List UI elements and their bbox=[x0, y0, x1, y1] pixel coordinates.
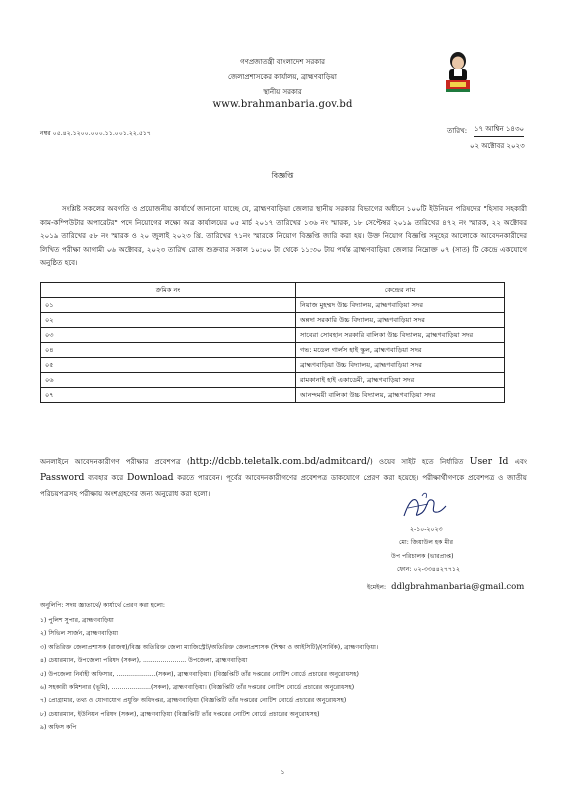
notice-paragraph-2 bbox=[40, 454, 527, 502]
table-cell-center: আনন্দময়ী বালিকা উচ্চ বিদ্যালয়, ব্রাহ্মণবাড়িয়া সদর bbox=[296, 388, 505, 403]
table-cell-center: ব্রাহ্মণবাড়িয়া উচ্চ বিদ্যালয়, ব্রাহ্মণবাড়িয়া সদর bbox=[296, 358, 505, 373]
memo-date-english: ০২ অক্টোবর ২০২৩ bbox=[470, 142, 525, 150]
signatory-phone: ফোন: ০২-৩৩৪৪২৭৭১২ bbox=[397, 566, 461, 573]
table-row bbox=[41, 298, 505, 313]
distribution-list bbox=[40, 614, 540, 735]
list-item: ৮) চেয়ারম্যান, ইউনিয়ন পরিষদ (সকল), ব্রাহ্মণবাড়িয়া (বিজ্ঞপ্তিটি তাঁর দপ্তরের নোটিশ বোর্ডে প্রচারের অনুরোধসহ) bbox=[40, 710, 320, 718]
header-line-2: জেলাপ্রশাসকের কার্যালয়, ব্রাহ্মণবাড়িয়া bbox=[228, 73, 337, 81]
p2-text-2: ) ওয়েব সাইট হতে নির্ধারিত bbox=[369, 457, 464, 466]
table-cell-center: রামকানাই হাই একাডেমী, ব্রাহ্মণবাড়িয়া সদর bbox=[296, 373, 505, 388]
signatory-name: মো: জিয়াউল হক মীর bbox=[399, 539, 454, 546]
exam-centers-table bbox=[40, 282, 505, 403]
table-row bbox=[41, 313, 505, 328]
list-item: ৭) প্রোগ্রামার, তথ্য ও যোগাযোগ প্রযুক্তি অধিদপ্তর, ব্রাহ্মণবাড়িয়া (বিজ্ঞপ্তিটি তাঁর দপ্তরের নোটিশ বোর্ডে প্রচারের অনুরোধসহ) bbox=[40, 697, 347, 705]
table-cell-serial: ০১ bbox=[41, 298, 296, 313]
p2-text-5: করতে পারবেন। পূর্বের আবেদনকারীগণের প্রবেশপত্র ডাকযোগে প্রেরণ করা হয়েছে। পরীক্ষার্থীগণকে প্রবেশপত্র ও জাতীয় পরিচয়পত্রসহ পরীক্ষায় অংশগ্রহণের জন্য অনুরোধ করা হলো। bbox=[40, 473, 527, 498]
table-cell-center: অন্নদা সরকারি উচ্চ বিদ্যালয়, ব্রাহ্মণবাড়িয়া সদর bbox=[296, 313, 505, 328]
distribution-heading: অনুলিপি: সদয় জ্ঞাতার্থে/ কার্যার্থে প্রেরণ করা হলো: bbox=[40, 602, 166, 609]
p2-download: Download bbox=[126, 472, 174, 483]
signatory-designation: উপ পরিচালক (ভারপ্রাপ্ত) bbox=[391, 553, 454, 560]
header-line-3: স্থানীয় সরকার bbox=[263, 88, 302, 96]
table-cell-serial: ০৬ bbox=[41, 373, 296, 388]
list-item: ২) সিভিল সার্জন, ব্রাহ্মণবাড়িয়া bbox=[40, 630, 119, 638]
p2-text-1: অনলাইনে আবেদনকারীগণ পরীক্ষার প্রবেশপত্র ( bbox=[40, 457, 190, 466]
list-item: ৩) অতিরিক্ত জেলাপ্রশাসক (রাজস্ব)/বিজ্ঞ অতিরিক্ত জেলা ম্যাজিস্ট্রেট/অতিরিক্ত জেলাপ্রশাসক (শিক্ষা ও আইসিটি)/(সার্বিক), ব্রাহ্মণবাড়িয়া। bbox=[40, 643, 379, 651]
signatory-email-line bbox=[367, 574, 524, 593]
table-header-serial: ক্রমিক নং bbox=[41, 283, 296, 298]
admit-card-link[interactable]: http://dcbb.teletalk.com.bd/admitcard/ bbox=[189, 456, 370, 467]
website-link[interactable]: www.brahmanbaria.gov.bd bbox=[212, 99, 353, 110]
page-number: ১ bbox=[280, 769, 285, 776]
p2-text-3: এবং bbox=[508, 457, 528, 466]
header-line-1: গণপ্রজাতন্ত্রী বাংলাদেশ সরকার bbox=[240, 58, 325, 66]
table-cell-serial: ০২ bbox=[41, 313, 296, 328]
table-cell-serial: ০৩ bbox=[41, 328, 296, 343]
p2-text-4: ব্যবহার করে bbox=[84, 473, 127, 482]
table-header-center: কেন্দ্রের নাম bbox=[296, 283, 505, 298]
table-row bbox=[41, 373, 505, 388]
table-cell-serial: ০৪ bbox=[41, 343, 296, 358]
table-cell-serial: ০৭ bbox=[41, 388, 296, 403]
memo-date-label: তারিখ: bbox=[447, 127, 468, 135]
p2-password: Password bbox=[40, 472, 85, 483]
list-item: ৪) চেয়ারম্যান, উপজেলা পরিষদ (সকল), ...................... উপজেলা, ব্রাহ্মণবাড়িয়া bbox=[40, 657, 248, 665]
email-link[interactable]: ddlgbrahmanbaria@gmail.com bbox=[391, 582, 525, 592]
p2-userid: User Id bbox=[469, 456, 509, 467]
email-label: ইমেইল: bbox=[367, 584, 387, 591]
mujib-borsho-logo-icon bbox=[440, 50, 476, 94]
notice-title: বিজ্ঞপ্তি bbox=[271, 171, 294, 180]
table-row bbox=[41, 343, 505, 358]
notice-paragraph-1: সংশ্লিষ্ট সকলের অবগতি ও প্রয়োজনীয় কার্যার্থে জানানো যাচ্ছে যে, ব্রাহ্মণবাড়িয়া জেলার স্থানীয় সরকার বিভাগের অধীনে ১০০টি ইউনিয়ন পরিষদের "হিসাব সহকারী কাম-কম্পিউটার অপারেটর" পদে নিয়োগের লক্ষ্যে অত্র কার্যালয়ের ০৫ মার্চ ২০১৭ তারিখের ১৩৬ নং স্মারক, ১৮ সেপ্টেম্বর ২০১৯ তারিখের ৪৭২ নং স্মারক, ২২ অক্টোবর ২০১৯ তারিখের ৫৮ নং স্মারক ও ২০ জুলাই ২০২৩ খ্রি. তারিখের ৭১নং স্মারকে নিয়োগ বিজ্ঞপ্তি জারি করা হয়। উক্ত নিয়োগ বিজ্ঞপ্তি সমূহের আলোকে আবেদনকারীদের লিখিত পরীক্ষা আগামী ০৬ অক্টোবর, ২০২৩ তারিখ রোজ শুক্রবার সকাল ১০:০০ টা থেকে ১১:৩০ টায় পর্যন্ত ব্রাহ্মণবাড়িয়া জেলার নিম্নোক্ত ০৭ (সাত) টি কেন্দ্রে একযোগে অনুষ্ঠিত হবে। bbox=[40, 204, 527, 268]
list-item: ১) পুলিশ সুপার, ব্রাহ্মণবাড়িয়া bbox=[40, 617, 114, 624]
table-cell-center: সাবেরা সোবহান সরকারি বালিকা উচ্চ বিদ্যালয়, ব্রাহ্মণবাড়িয়া সদর bbox=[296, 328, 505, 343]
table-row bbox=[41, 388, 505, 403]
table-cell-serial: ০৫ bbox=[41, 358, 296, 373]
memo-date-bangla: ১৭ আশ্বিন ১৪৩০ bbox=[474, 123, 524, 137]
list-item: ৫) উপজেলা নির্বাহী অফিসার, ....................(সকল), ব্রাহ্মণবাড়িয়া। (বিজ্ঞপ্তিটি তাঁর দপ্তরের নোটিশ বোর্ডে প্রচারের অনুরোধসহ) bbox=[40, 670, 359, 678]
signature-date: ২-১০-২০২৩ bbox=[410, 526, 443, 533]
list-item: ৬) সহকারী কমিশনার (ভূমি), ....................(সকল), ব্রাহ্মণবাড়িয়া। (বিজ্ঞপ্তিটি তাঁর দপ্তরের নোটিশ বোর্ডে প্রচারের অনুরোধসহ) bbox=[40, 684, 355, 692]
table-cell-center: গভ: মডেল গার্লস হাই স্কুল, ব্রাহ্মণবাড়িয়া সদর bbox=[296, 343, 505, 358]
table-header-row bbox=[41, 283, 505, 298]
table-row bbox=[41, 358, 505, 373]
signature-icon bbox=[398, 490, 448, 524]
table-row bbox=[41, 328, 505, 343]
table-cell-center: নিয়াজ মুহম্মদ উচ্চ বিদ্যালয়, ব্রাহ্মণবাড়িয়া সদর bbox=[296, 298, 505, 313]
list-item: ৯) অফিস কপি bbox=[40, 724, 77, 732]
memo-number: নম্বর ০৫.৪২.১২০০.০০০.১১.০০১.২২.৫১৭ bbox=[40, 130, 151, 137]
